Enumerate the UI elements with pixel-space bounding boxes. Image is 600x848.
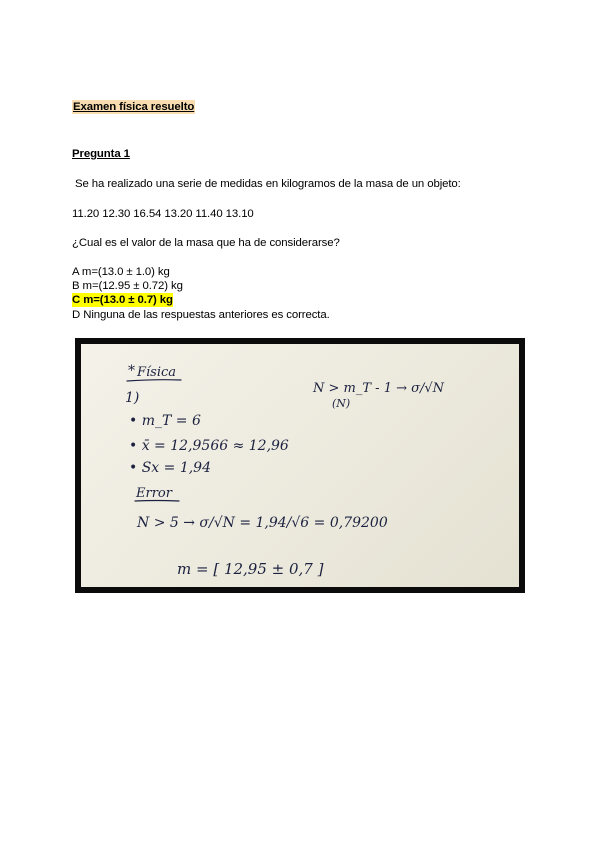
error-calculation: N > 5 → σ/√N = 1,94/√6 = 0,79200 [137,515,388,531]
option-d: D Ninguna de las respuestas anteriores es correcta. [72,309,330,321]
note-line-sx: • Sx = 1,94 [129,460,211,476]
option-c-correct: C m=(13.0 ± 0.7) kg [72,294,173,306]
handwritten-solution-photo [75,338,525,593]
error-underline [135,501,179,502]
note-line-mean: • x̄ = 12,9566 ≈ 12,96 [129,438,289,454]
error-heading: Error [136,486,172,501]
item-number: 1) [125,390,140,406]
handwriting-svg [81,344,519,587]
result-line: m = [ 12,95 ± 0,7 ] [177,560,324,578]
option-a: A m=(13.0 ± 1.0) kg [72,266,170,278]
note-heading: Física [137,365,177,380]
star-icon: * [128,363,135,379]
notebook-paper [81,344,519,587]
note-rule-sub: (N) [332,397,351,410]
question-heading: Pregunta 1 [72,148,130,160]
question-text: ¿Cual es el valor de la masa que ha de considerarse? [72,237,340,249]
measurement-values: 11.20 12.30 16.54 13.20 11.40 13.10 [72,208,254,220]
heading-underline [127,380,181,381]
note-rule: N > m_T - 1 → σ/√N [313,381,445,396]
option-b: B m=(12.95 ± 0.72) kg [72,280,183,292]
note-line-mt: • m_T = 6 [129,413,201,429]
question-statement: Se ha realizado una serie de medidas en kilogramos de la masa de un objeto: [75,178,461,190]
document-title: Examen física resuelto [73,101,195,113]
